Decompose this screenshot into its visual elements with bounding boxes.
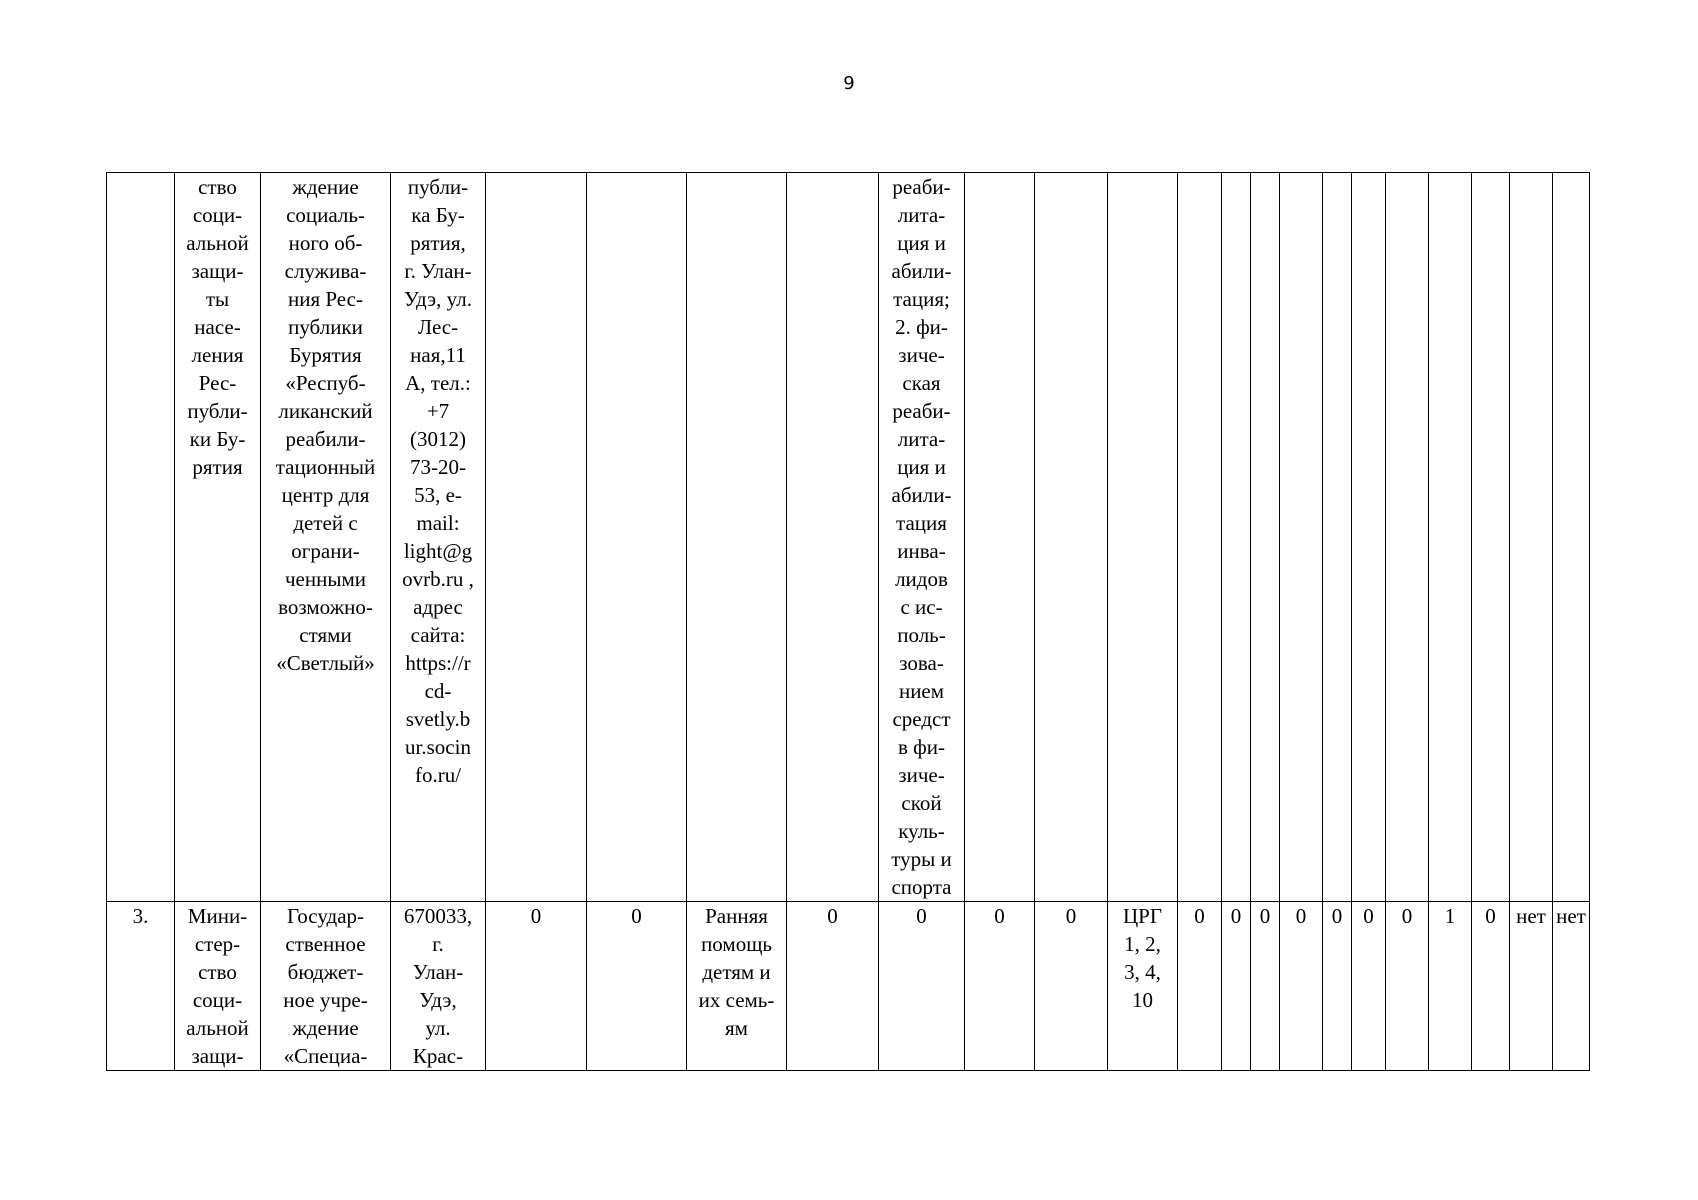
- cell-col19: 0: [1386, 902, 1429, 1071]
- cell-col11: 0: [1035, 902, 1108, 1071]
- page-number: 9: [843, 73, 855, 94]
- cell-ministry: Мини- стер- ство соци- альной защи-: [175, 902, 261, 1071]
- cell-col22: [1510, 173, 1553, 902]
- cell-col7: [687, 173, 787, 902]
- cell-address: публи- ка Бу- рятия, г. Улан- Удэ, ул. Лес- ная,11 А, тел.: +7 (3012) 73-20- 53, e- mail: light@g ovrb.ru , адрес сайта: https://r cd- svetly.b ur.socin fo.ru/: [391, 173, 486, 902]
- cell-ministry: ство соци- альной защи- ты насе- ления Рес- публи- ки Бу- рятия: [175, 173, 261, 902]
- cell-col18: 0: [1352, 902, 1386, 1071]
- table-row: [107, 902, 1590, 1071]
- cell-col12: ЦРГ 1, 2, 3, 4, 10: [1108, 902, 1178, 1071]
- cell-col15: [1251, 173, 1280, 902]
- cell-col19: [1386, 173, 1429, 902]
- cell-col9: реаби- лита- ция и абили- тация; 2. фи- зиче- ская реаби- лита- ция и абили- тация инва- лидов с ис- поль- зова- нием средст в фи- зиче- ской куль- туры и спорта: [879, 173, 965, 902]
- document-table: [106, 172, 1590, 1071]
- cell-col9: 0: [879, 902, 965, 1071]
- cell-col8: 0: [787, 902, 879, 1071]
- cell-col15: 0: [1251, 902, 1280, 1071]
- cell-institution: Государ- ственное бюджет- ное учре- ждение «Специа-: [261, 902, 391, 1071]
- cell-col16: [1280, 173, 1323, 902]
- cell-col13: [1178, 173, 1222, 902]
- cell-col22: нет: [1510, 902, 1553, 1071]
- cell-col5: [486, 173, 587, 902]
- cell-col21: [1472, 173, 1510, 902]
- cell-col17: 0: [1323, 902, 1352, 1071]
- cell-col8: [787, 173, 879, 902]
- cell-institution: ждение социаль- ного об- служива- ния Рес- публики Бурятия «Респуб- ликанский реабили- тационный центр для детей с ограни- ченными возможно- стями «Светлый»: [261, 173, 391, 902]
- cell-number: [107, 173, 175, 902]
- cell-col21: 0: [1472, 902, 1510, 1071]
- cell-col16: 0: [1280, 902, 1323, 1071]
- cell-col13: 0: [1178, 902, 1222, 1071]
- cell-col14: [1222, 173, 1251, 902]
- cell-col10: [965, 173, 1035, 902]
- cell-col18: [1352, 173, 1386, 902]
- table-row: [107, 173, 1590, 902]
- cell-col17: [1323, 173, 1352, 902]
- cell-col6: [587, 173, 687, 902]
- cell-col7: Ранняя помощь детям и их семь- ям: [687, 902, 787, 1071]
- cell-col12: [1108, 173, 1178, 902]
- cell-number: 3.: [107, 902, 175, 1071]
- cell-col14: 0: [1222, 902, 1251, 1071]
- cell-col5: 0: [486, 902, 587, 1071]
- cell-col23: [1553, 173, 1590, 902]
- cell-col23: нет: [1553, 902, 1590, 1071]
- cell-col20: [1429, 173, 1472, 902]
- cell-col6: 0: [587, 902, 687, 1071]
- cell-col20: 1: [1429, 902, 1472, 1071]
- cell-col11: [1035, 173, 1108, 902]
- cell-col10: 0: [965, 902, 1035, 1071]
- cell-address: 670033, г. Улан- Удэ, ул. Крас-: [391, 902, 486, 1071]
